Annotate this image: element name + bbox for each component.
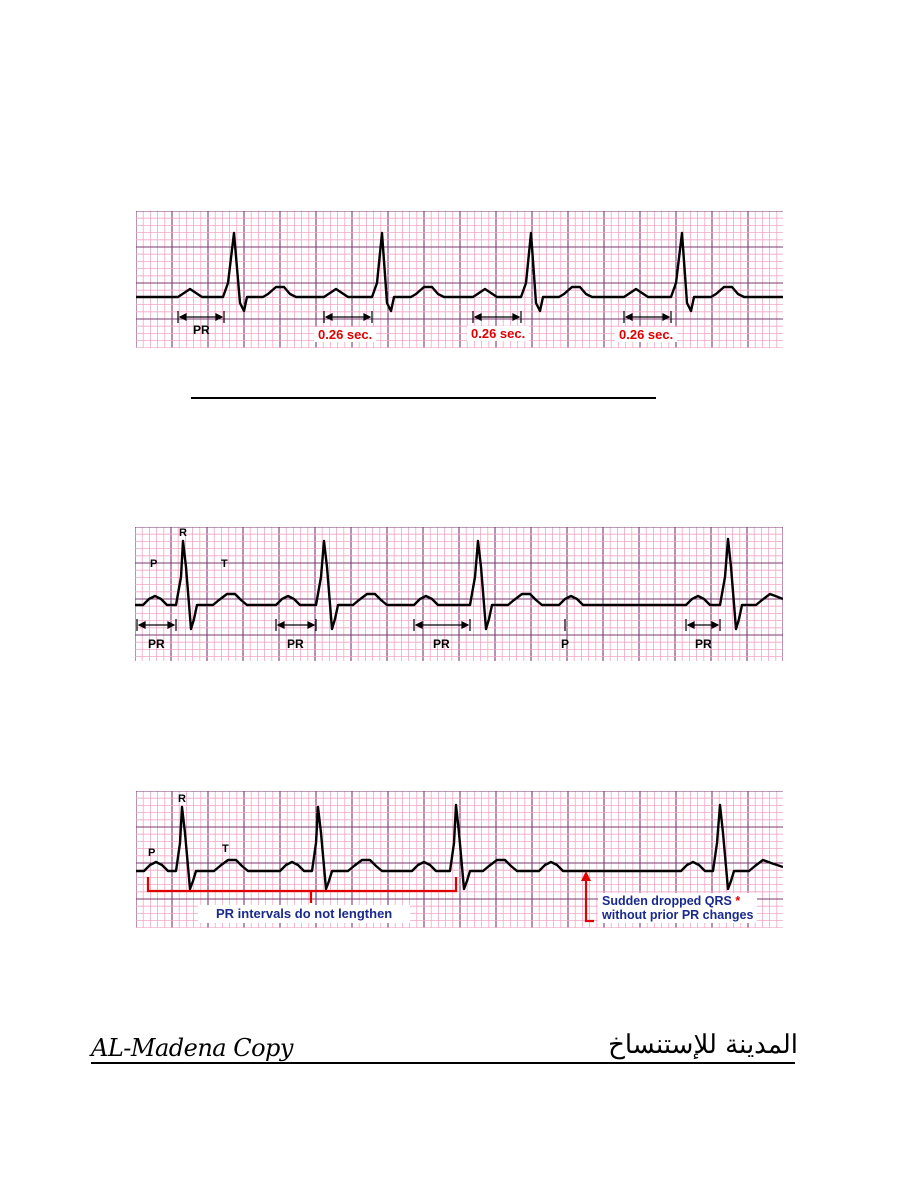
p-wave-label: P: [148, 847, 156, 859]
separator-line: [191, 397, 656, 399]
pr-label: PR: [287, 637, 304, 651]
t-wave-label: T: [222, 843, 229, 855]
annotation-text: PR intervals do not lengthen: [216, 906, 393, 921]
r-wave-label: R: [179, 527, 187, 539]
pr-label: PR: [193, 323, 210, 337]
footer-brand-latin: AL-Madena Copy: [91, 1034, 293, 1062]
t-wave-label: T: [221, 558, 228, 570]
pr-interval-label: 0.26 sec.: [467, 326, 529, 341]
p-wave-label: P: [561, 637, 570, 651]
annotation-text: Sudden dropped QRS: [602, 894, 732, 908]
ecg-strip-1: [136, 211, 783, 348]
annotation-line: [602, 894, 753, 908]
annotation-dropped-qrs: [598, 893, 757, 923]
ecg-trace: [136, 211, 783, 348]
pr-label: PR: [695, 637, 712, 651]
pr-interval-label: 0.26 sec.: [314, 327, 376, 342]
pr-label: PR: [433, 637, 450, 651]
p-wave-label: P: [150, 558, 158, 570]
pr-label: PR: [148, 637, 165, 651]
annotation-line: without prior PR changes: [602, 908, 754, 922]
ecg-trace: [135, 527, 783, 661]
annotation-pr-constant: [198, 905, 410, 923]
annotation-star: *: [735, 894, 741, 908]
footer-rule: [91, 1062, 795, 1064]
footer-brand-arabic: المدينة للإستنساخ: [608, 1030, 798, 1060]
r-wave-label: R: [178, 793, 186, 805]
ecg-strip-2: [135, 527, 783, 661]
pr-interval-label: 0.26 sec.: [615, 327, 677, 342]
ecg-strip-3: [136, 791, 783, 928]
